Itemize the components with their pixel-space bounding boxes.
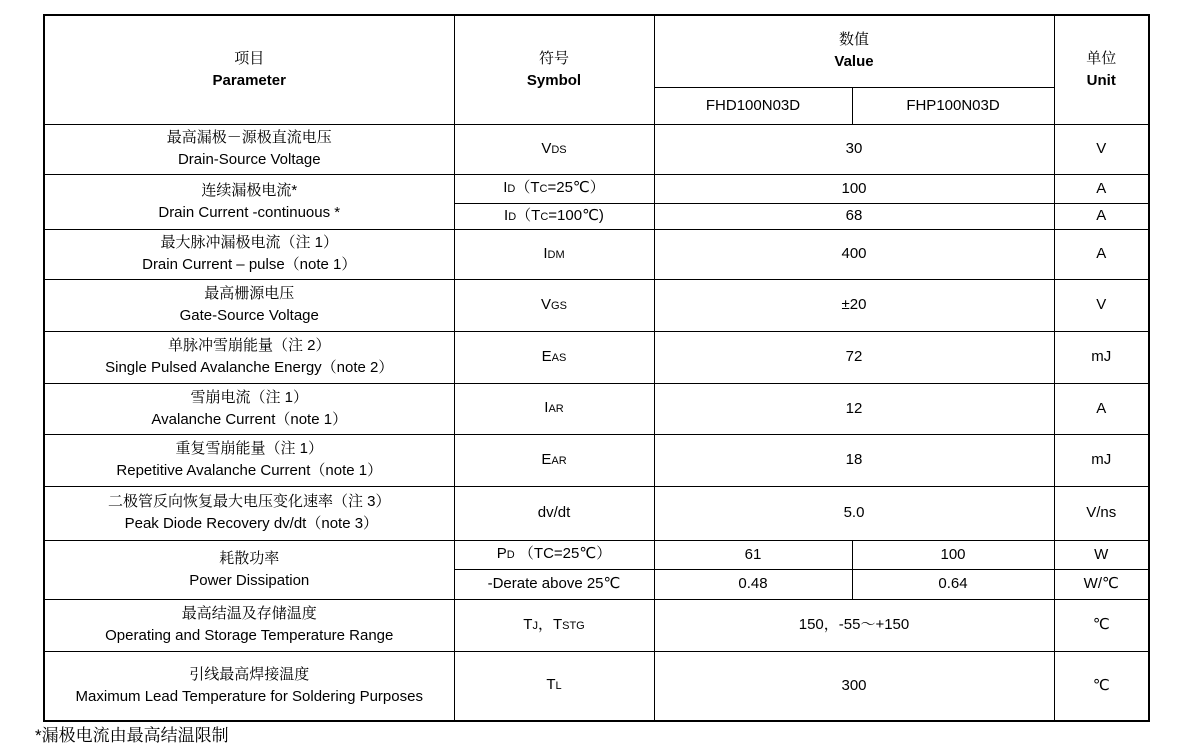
header-value-cell [654, 15, 1054, 87]
header-model-fhd: FHD100N03D [654, 87, 852, 124]
unit-cell-ear: mJ [1054, 434, 1149, 486]
header-symbol-en: Symbol [526, 71, 582, 89]
table-row-pd-25 [44, 540, 1149, 569]
value-cell-id-100: 68 [654, 203, 1054, 229]
value-cell-pd-25-fhp: 100 [852, 540, 1054, 569]
header-value-en: Value [834, 53, 874, 71]
param-en: Drain Current -continuous * [158, 203, 341, 221]
header-value-zh: 数值 [839, 31, 870, 49]
param-zh: 最大脉冲漏极电流（注 1） [160, 234, 338, 251]
unit-cell-pd-derate: W/℃ [1054, 569, 1149, 599]
value-cell-vds: 30 [654, 124, 1054, 174]
header-parameter-zh: 项目 [234, 49, 265, 67]
symbol-cell-iar: IAR [454, 383, 654, 434]
symbol-cell-tj: TJ，TSTG [454, 599, 654, 651]
param-cell-dvdt [44, 486, 454, 540]
unit-cell-eas: mJ [1054, 331, 1149, 383]
table-row-eas [44, 331, 1149, 383]
header-model-fhp: FHP100N03D [852, 87, 1054, 124]
value-cell-eas: 72 [654, 331, 1054, 383]
param-zh: 最高栅源电压 [204, 285, 295, 302]
param-cell-tl [44, 651, 454, 721]
drain-current-footnote: *漏极电流由最高结温限制 [35, 726, 229, 745]
symbol-cell-ear: EAR [454, 434, 654, 486]
value-cell-vgs: ±20 [654, 279, 1054, 331]
value-cell-idm: 400 [654, 229, 1054, 279]
symbol-cell-idm: IDM [454, 229, 654, 279]
param-zh: 最高结温及存储温度 [181, 605, 317, 622]
value-cell-pd-25-fhd: 61 [654, 540, 852, 569]
param-cell-pd [44, 540, 454, 599]
param-zh: 二极管反向恢复最大电压变化速率（注 3） [107, 493, 391, 510]
param-en: Gate-Source Voltage [179, 307, 319, 324]
value-cell-pd-derate-fhd: 0.48 [654, 569, 852, 599]
symbol-cell-vds: VDS [454, 124, 654, 174]
symbol-cell-pd-25: PD （TC=25℃） [454, 540, 654, 569]
param-en: Peak Diode Recovery dv/dt（note 3） [120, 515, 379, 532]
header-symbol-zh: 符号 [538, 49, 569, 67]
param-zh: 引线最高焊接温度 [189, 665, 310, 683]
header-unit-en: Unit [1086, 71, 1116, 89]
unit-cell-dvdt: V/ns [1054, 486, 1149, 540]
symbol-cell-id-100: ID（TC=100℃) [454, 203, 654, 229]
table-row-tj [44, 599, 1149, 651]
table-row-iar [44, 383, 1149, 434]
header-parameter-cell [44, 15, 454, 124]
param-zh: 最高漏极－源极直流电压 [166, 129, 332, 146]
header-unit-cell [1054, 15, 1149, 124]
param-en: Drain-Source Voltage [177, 151, 321, 168]
value-cell-tj: 150，-55～+150 [654, 599, 1054, 651]
value-cell-ear: 18 [654, 434, 1054, 486]
param-zh: 单脉冲雪崩能量（注 2） [167, 337, 331, 354]
table-row-vds [44, 124, 1149, 174]
header-parameter-en: Parameter [212, 71, 286, 89]
param-en: Power Dissipation [189, 571, 310, 589]
unit-cell-tj: ℃ [1054, 599, 1149, 651]
value-cell-pd-derate-fhp: 0.64 [852, 569, 1054, 599]
param-en: Repetitive Avalanche Current（note 1） [116, 462, 383, 479]
table-row-ear [44, 434, 1149, 486]
symbol-cell-eas: EAS [454, 331, 654, 383]
header-symbol-cell [454, 15, 654, 124]
table-row-tl [44, 651, 1149, 721]
param-zh: 耗散功率 [219, 549, 280, 567]
value-cell-iar: 12 [654, 383, 1054, 434]
param-cell-vds [44, 124, 454, 174]
param-en: Operating and Storage Temperature Range [105, 627, 394, 644]
unit-cell-iar: A [1054, 383, 1149, 434]
param-cell-idm [44, 229, 454, 279]
param-cell-ear [44, 434, 454, 486]
value-cell-dvdt: 5.0 [654, 486, 1054, 540]
unit-cell-idm: A [1054, 229, 1149, 279]
table-row-vgs [44, 279, 1149, 331]
param-en: Maximum Lead Temperature for Soldering Purposes [75, 687, 423, 705]
param-cell-id [44, 174, 454, 229]
unit-cell-id-25: A [1054, 174, 1149, 203]
param-en: Single Pulsed Avalanche Energy（note 2） [105, 359, 394, 376]
param-cell-vgs [44, 279, 454, 331]
param-en: Drain Current – pulse（note 1） [142, 256, 357, 273]
value-cell-id-25: 100 [654, 174, 1054, 203]
value-cell-tl: 300 [654, 651, 1054, 721]
table-row-dvdt [44, 486, 1149, 540]
header-row-top [44, 15, 1149, 87]
param-zh: 连续漏极电流* [201, 181, 298, 199]
table-row-idm [44, 229, 1149, 279]
symbol-cell-tl: TL [454, 651, 654, 721]
param-en: Avalanche Current（note 1） [151, 410, 348, 428]
symbol-cell-dvdt: dv/dt [454, 486, 654, 540]
param-zh: 重复雪崩能量（注 1） [175, 440, 323, 457]
table-row-id-25 [44, 174, 1149, 203]
unit-cell-pd-25: W [1054, 540, 1149, 569]
symbol-cell-id-25: ID（TC=25℃） [454, 174, 654, 203]
param-cell-tj [44, 599, 454, 651]
param-cell-iar [44, 383, 454, 434]
unit-cell-id-100: A [1054, 203, 1149, 229]
unit-cell-tl: ℃ [1054, 651, 1149, 721]
header-unit-zh: 单位 [1086, 49, 1117, 67]
param-cell-eas [44, 331, 454, 383]
unit-cell-vgs: V [1054, 279, 1149, 331]
symbol-cell-vgs: VGS [454, 279, 654, 331]
symbol-cell-pd-derate: -Derate above 25℃ [454, 569, 654, 599]
absolute-maximum-ratings-table [43, 14, 1150, 722]
unit-cell-vds: V [1054, 124, 1149, 174]
param-zh: 雪崩电流（注 1） [190, 388, 308, 406]
